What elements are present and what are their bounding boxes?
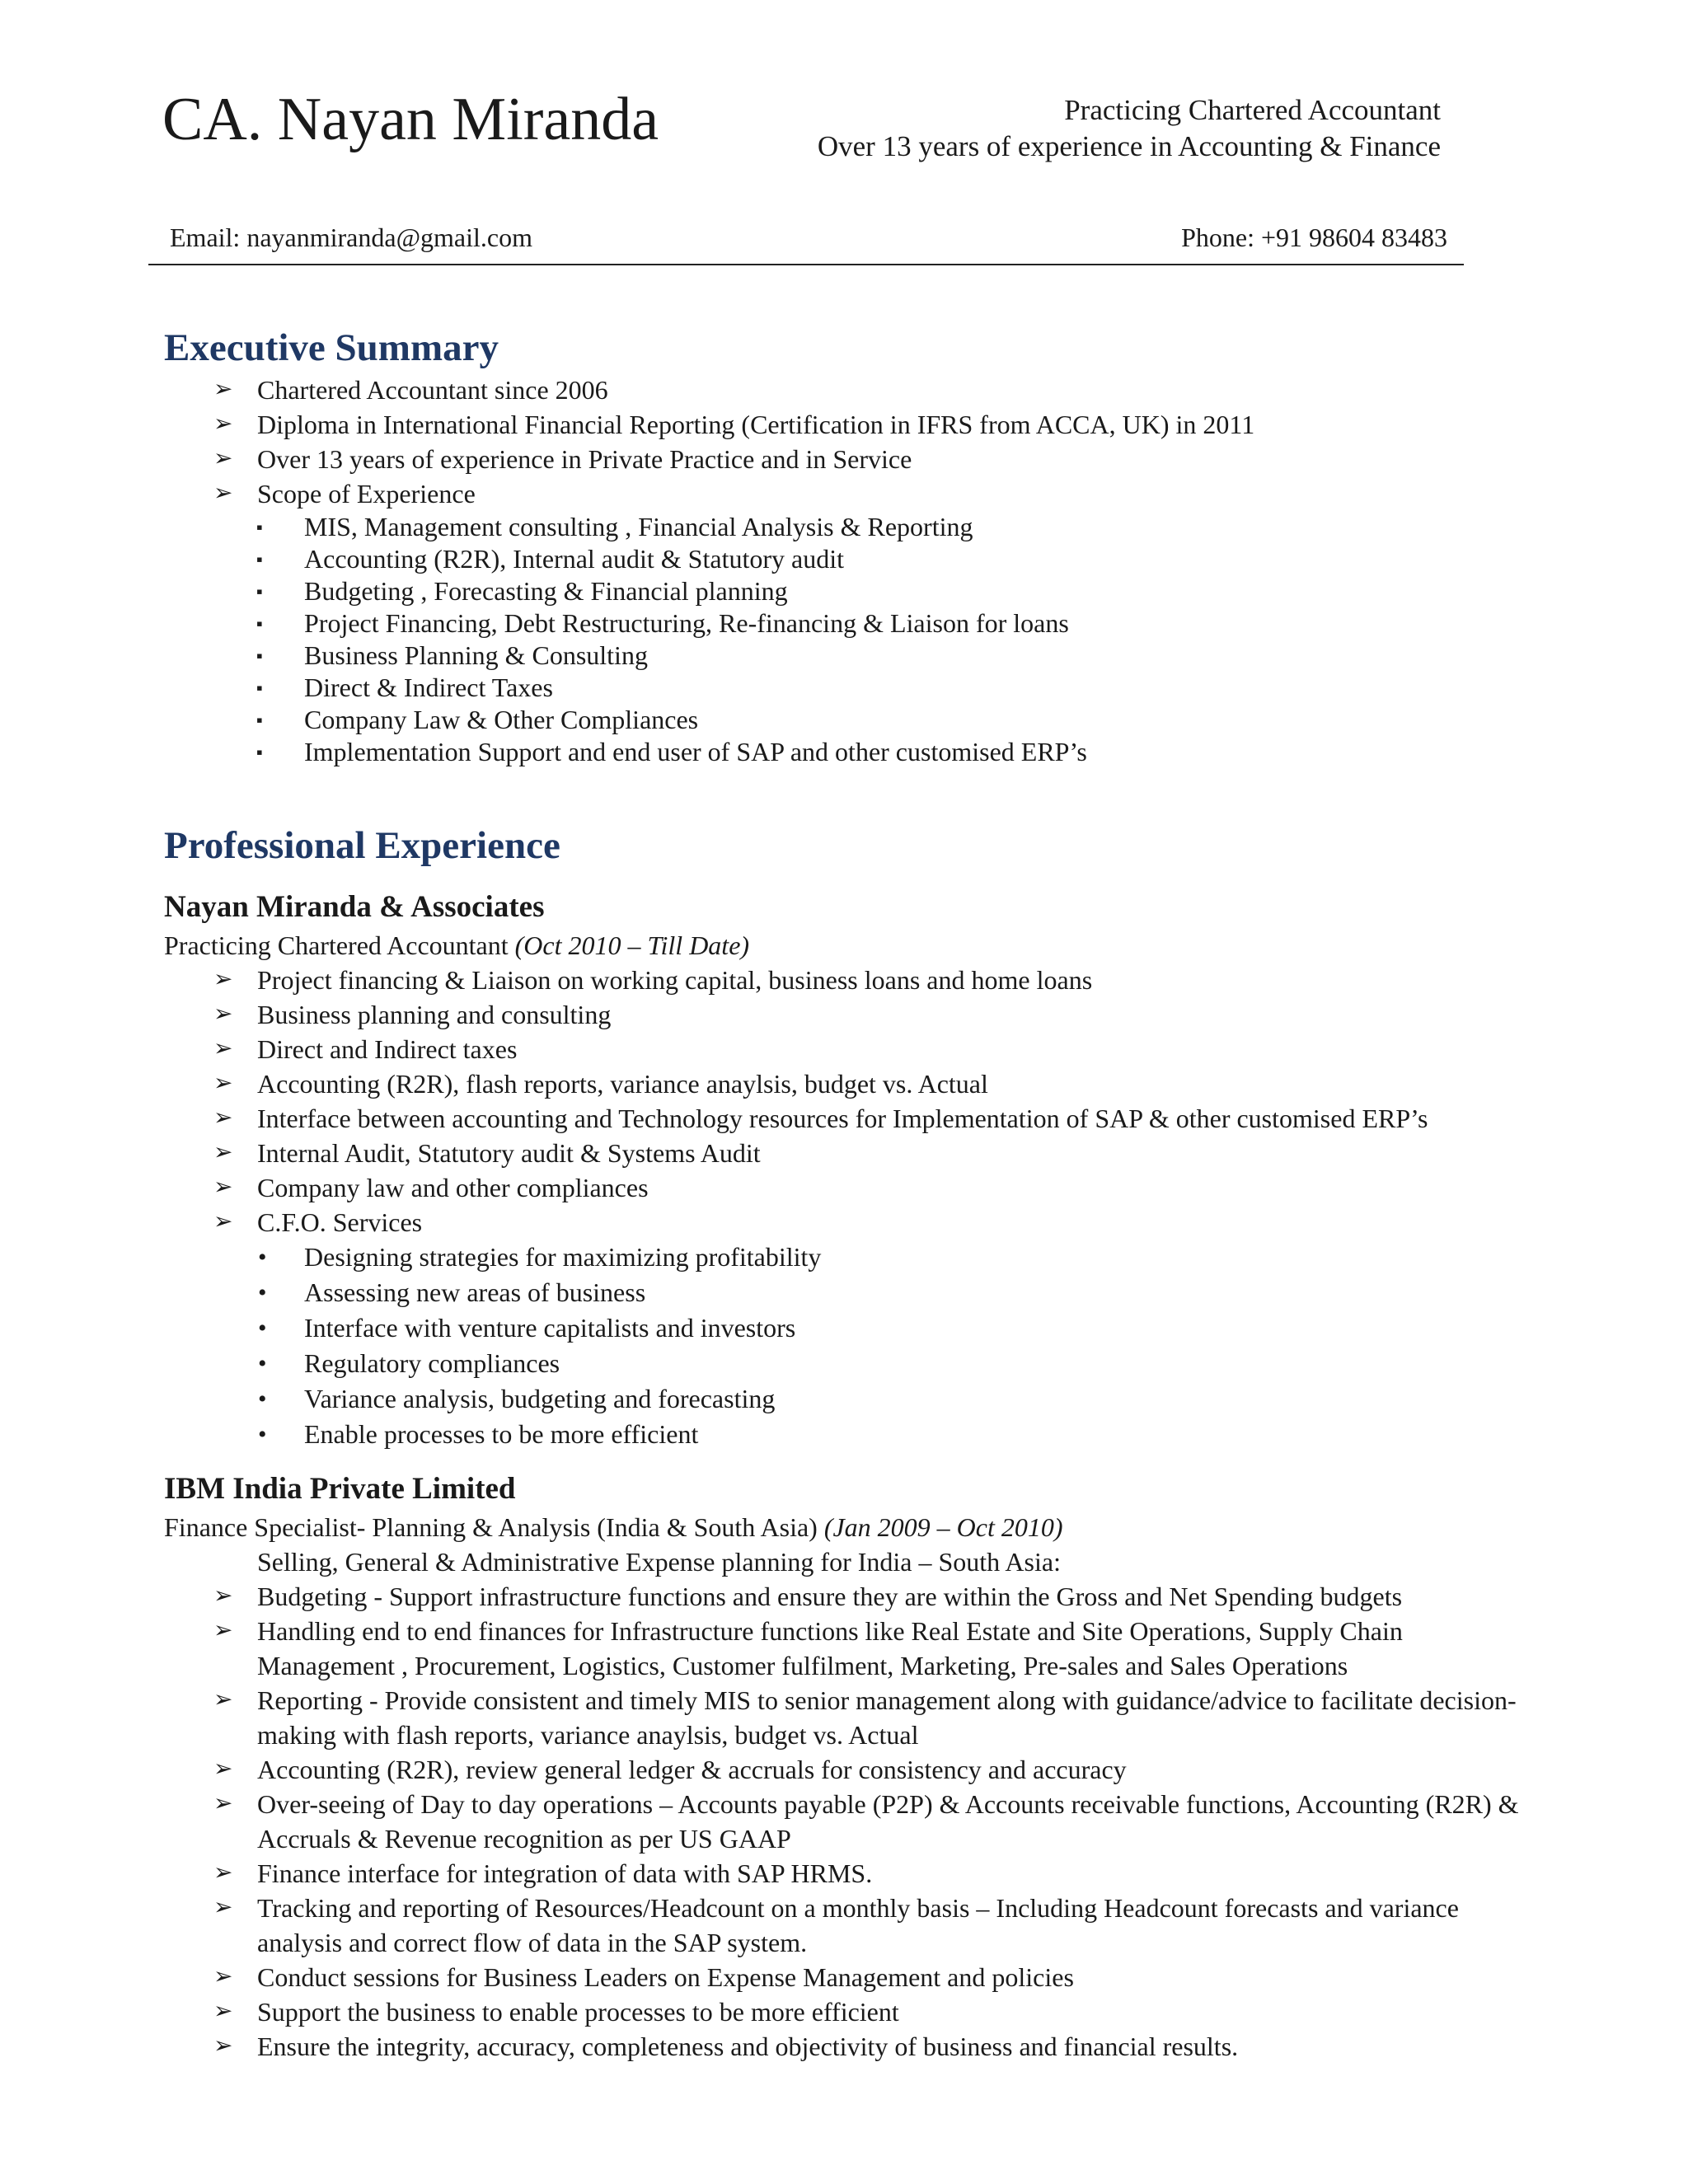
list-item: • Interface with venture capitalists and investors (164, 1310, 1532, 1346)
contact-bar (148, 216, 1464, 265)
dot-bullet-icon: • (258, 1244, 267, 1271)
list-item: ➢ Company law and other compliances (164, 1170, 1532, 1205)
company-name-nayan: Nayan Miranda & Associates (164, 890, 545, 924)
scope-of-experience-list (164, 511, 1532, 768)
list-item: ➢ Internal Audit, Statutory audit & Systems Audit (164, 1136, 1532, 1170)
arrow-bullet-icon: ➢ (213, 1209, 233, 1235)
square-bullet-icon: ▪ (256, 613, 263, 634)
role-period: (Oct 2010 – Till Date) (514, 930, 750, 960)
list-item: ▪ Implementation Support and end user of SAP and other customised ERP’s (256, 737, 1087, 766)
list-item: ➢ Ensure the integrity, accuracy, completeness and objectivity of business and financial results. (164, 2029, 1532, 2064)
list-item: ▪ Project Financing, Debt Restructuring, Re-financing & Liaison for loans (256, 608, 1069, 638)
role-line-ibm (164, 1510, 1532, 1544)
list-item: ➢ Support the business to enable processes to be more efficient (164, 1994, 1532, 2029)
arrow-bullet-icon: ➢ (213, 2033, 233, 2059)
arrow-bullet-icon: ➢ (213, 1071, 233, 1096)
arrow-bullet-icon: ➢ (213, 1105, 233, 1131)
list-item: ➢ Over-seeing of Day to day operations – Accounts payable (P2P) & Accounts receivable functions, Accounting (R2R) & Accruals & Revenue recognition as per US GAAP (164, 1787, 1532, 1856)
list-item: ➢ Finance interface for integration of data with SAP HRMS. (164, 1856, 1532, 1891)
dot-bullet-icon: • (258, 1421, 267, 1448)
arrow-bullet-icon: ➢ (213, 1999, 233, 2024)
arrow-bullet-icon: ➢ (213, 1583, 233, 1609)
list-item: ▪ Accounting (R2R), Internal audit & Statutory audit (256, 544, 844, 574)
square-bullet-icon: ▪ (256, 742, 263, 762)
role-period: (Jan 2009 – Oct 2010) (823, 1512, 1063, 1542)
arrow-bullet-icon: ➢ (213, 1174, 233, 1200)
arrow-bullet-icon: ➢ (213, 1036, 233, 1062)
header-tagline (818, 92, 1441, 165)
arrow-bullet-icon: ➢ (213, 1140, 233, 1165)
tagline-title: Practicing Chartered Accountant (1064, 94, 1441, 126)
role-title: Practicing Chartered Accountant (164, 930, 509, 960)
resume-content (164, 323, 1532, 2064)
square-bullet-icon: ▪ (256, 581, 263, 602)
list-item: ▪ Budgeting , Forecasting & Financial planning (256, 576, 788, 606)
list-item: • Regulatory compliances (164, 1346, 1532, 1381)
square-bullet-icon: ▪ (256, 517, 263, 537)
arrow-bullet-icon: ➢ (213, 967, 233, 992)
square-bullet-icon: ▪ (256, 677, 263, 698)
arrow-bullet-icon: ➢ (213, 1895, 233, 1920)
arrow-bullet-icon: ➢ (213, 411, 233, 437)
list-item: ▪ Company Law & Other Compliances (256, 705, 699, 734)
list-item: • Designing strategies for maximizing profitability (164, 1240, 1532, 1275)
list-item: ▪ MIS, Management consulting , Financial Analysis & Reporting (256, 512, 973, 541)
list-item: ➢ Budgeting - Support infrastructure functions and ensure they are within the Gross and Net Spending budgets (164, 1579, 1532, 1614)
list-item: ➢ Accounting (R2R), review general ledger & accruals for consistency and accuracy (164, 1752, 1532, 1787)
candidate-name: CA. Nayan Miranda (162, 86, 659, 153)
list-item: ➢ Tracking and reporting of Resources/Headcount on a monthly basis – Including Headcount forecasts and variance analysis and correct flow of data in the SAP system. (164, 1891, 1532, 1960)
arrow-bullet-icon: ➢ (213, 480, 233, 506)
list-item: ➢ Reporting - Provide consistent and timely MIS to senior management along with guidance/advice to facilitate decision-making with flash reports, variance anaylsis, budget vs. Actual (164, 1683, 1532, 1752)
company-name-ibm: IBM India Private Limited (164, 1472, 516, 1506)
professional-experience-heading: Professional Experience (164, 824, 560, 867)
arrow-bullet-icon: ➢ (213, 1964, 233, 1990)
list-item: ▪ Direct & Indirect Taxes (256, 673, 553, 702)
dot-bullet-icon: • (258, 1279, 267, 1306)
ibm-duties-list (164, 1579, 1532, 2064)
executive-summary-heading: Executive Summary (164, 326, 499, 369)
list-item: ➢ Diploma in International Financial Reporting (Certification in IFRS from ACCA, UK) in 2011 (164, 407, 1532, 442)
executive-summary-list (164, 373, 1532, 511)
list-item: ➢ Accounting (R2R), flash reports, variance anaylsis, budget vs. Actual (164, 1066, 1532, 1101)
arrow-bullet-icon: ➢ (213, 1860, 233, 1886)
dot-bullet-icon: • (258, 1385, 267, 1413)
ibm-intro-line: Selling, General & Administrative Expense planning for India – South Asia: (257, 1547, 1061, 1577)
list-item: ➢ Business planning and consulting (164, 997, 1532, 1032)
square-bullet-icon: ▪ (256, 645, 263, 666)
phone-text: Phone: +91 98604 83483 (1181, 223, 1447, 252)
role-title: Finance Specialist- Planning & Analysis (India & South Asia) (164, 1512, 818, 1542)
email-text: Email: nayanmiranda@gmail.com (170, 223, 532, 252)
role-line-nayan (164, 928, 1532, 963)
arrow-bullet-icon: ➢ (213, 446, 233, 471)
arrow-bullet-icon: ➢ (213, 1001, 233, 1027)
list-item: ➢ C.F.O. Services (164, 1205, 1532, 1240)
arrow-bullet-icon: ➢ (213, 1618, 233, 1643)
list-item: • Assessing new areas of business (164, 1275, 1532, 1310)
list-item: ➢ Scope of Experience (164, 476, 1532, 511)
list-item: • Variance analysis, budgeting and forecasting (164, 1381, 1532, 1417)
nayan-duties-list (164, 963, 1532, 1240)
list-item: ➢ Project financing & Liaison on working capital, business loans and home loans (164, 963, 1532, 997)
tagline-experience: Over 13 years of experience in Accounting & Finance (817, 130, 1441, 162)
cfo-services-list (164, 1240, 1532, 1452)
list-item: ➢ Direct and Indirect taxes (164, 1032, 1532, 1066)
dot-bullet-icon: • (258, 1350, 267, 1377)
arrow-bullet-icon: ➢ (213, 1791, 233, 1816)
list-item: ➢ Chartered Accountant since 2006 (164, 373, 1532, 407)
list-item: ➢ Over 13 years of experience in Private Practice and in Service (164, 442, 1532, 476)
arrow-bullet-icon: ➢ (213, 1687, 233, 1713)
list-item: ➢ Handling end to end finances for Infrastructure functions like Real Estate and Site Operations, Supply Chain Management , Procurement, Logistics, Customer fulfilment, Marketing, Pre-sales and Sales Operations (164, 1614, 1532, 1683)
list-item: ▪ Business Planning & Consulting (256, 640, 648, 670)
section-spacer (164, 768, 1532, 821)
dot-bullet-icon: • (258, 1315, 267, 1342)
arrow-bullet-icon: ➢ (213, 1756, 233, 1782)
arrow-bullet-icon: ➢ (213, 377, 233, 402)
square-bullet-icon: ▪ (256, 549, 263, 569)
list-item: ➢ Conduct sessions for Business Leaders on Expense Management and policies (164, 1960, 1532, 1994)
list-item: ➢ Interface between accounting and Technology resources for Implementation of SAP & other customised ERP’s (164, 1101, 1532, 1136)
list-item: • Enable processes to be more efficient (164, 1417, 1532, 1452)
square-bullet-icon: ▪ (256, 710, 263, 730)
